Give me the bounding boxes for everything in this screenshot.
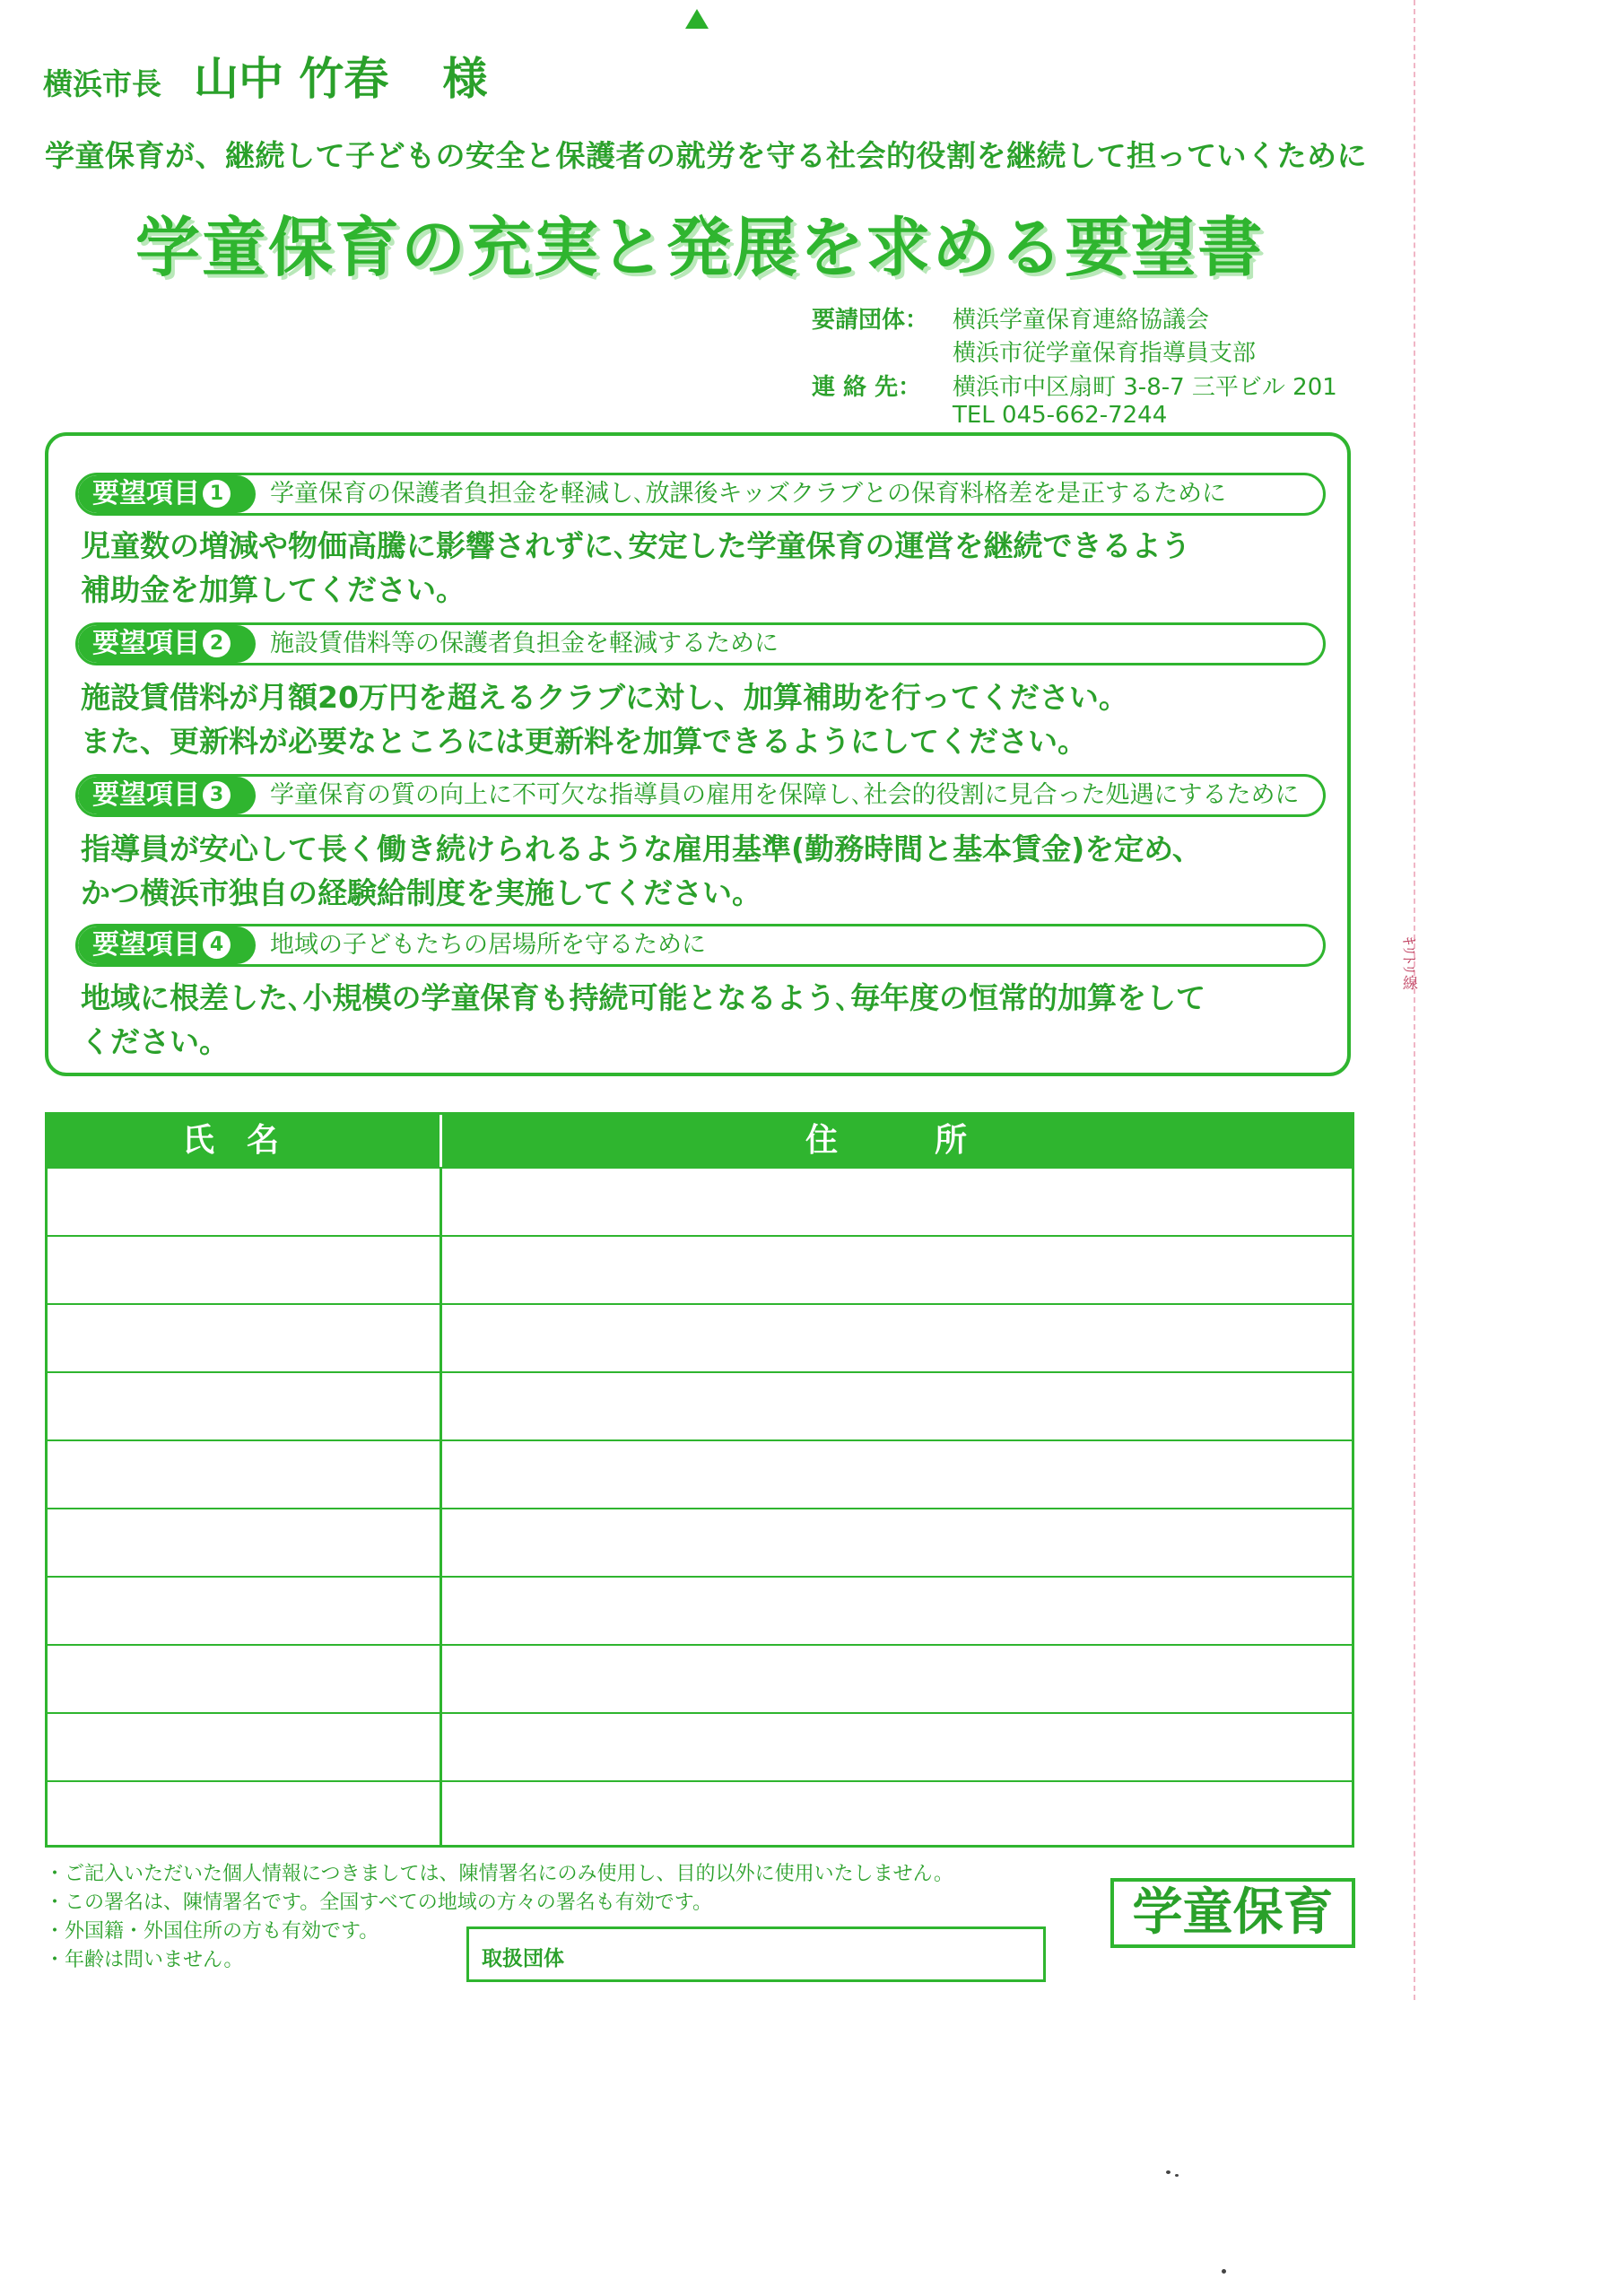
signature-name-cell[interactable]: [48, 1509, 439, 1576]
addressee: [43, 43, 487, 108]
signature-name-cell[interactable]: [48, 1169, 439, 1235]
subtitle: 学童保育が、継続して子どもの安全と保護者の就労を守る社会的役割を継続して担っていくために: [45, 138, 1367, 173]
contact-tel: TEL 045-662-7244: [953, 402, 1168, 429]
signature-row: [48, 1303, 1352, 1371]
column-divider-header: [439, 1115, 442, 1167]
demand-pill-3: 要望項目 3: [78, 777, 256, 814]
contact-address: 横浜市中区扇町 3-8-7 三平ビル 201: [953, 374, 1337, 401]
signature-address-cell[interactable]: [442, 1578, 1352, 1644]
signature-name-cell[interactable]: [48, 1305, 439, 1371]
scan-speck: [1175, 2174, 1179, 2177]
signature-address-cell[interactable]: [442, 1305, 1352, 1371]
demand-header-2: [75, 622, 1326, 665]
signature-row: [48, 1508, 1352, 1576]
handling-organization-field[interactable]: [466, 1926, 1046, 1982]
demand-header-1: [75, 473, 1326, 516]
note-4: ・年齢は問いません。: [45, 1949, 244, 1971]
handling-organization-label: 取扱団体: [482, 1947, 564, 1970]
signature-name-cell[interactable]: [48, 1578, 439, 1644]
signature-row: [48, 1712, 1352, 1780]
scan-speck: [1222, 2269, 1226, 2274]
signature-name-cell[interactable]: [48, 1441, 439, 1508]
addressee-role: 横浜市長: [43, 66, 161, 101]
gakudo-hoiku-stamp: 学童保育: [1110, 1878, 1355, 1948]
demand-pill-2: 要望項目 2: [78, 625, 256, 663]
signature-row: [48, 1644, 1352, 1712]
demand-purpose-3: 学童保育の質の向上に不可欠な指導員の雇用を保障し､社会的役割に見合った処遇にするために: [270, 781, 1300, 809]
signature-address-cell[interactable]: [442, 1169, 1352, 1235]
demand-purpose-2: 施設賃借料等の保護者負担金を軽減するために: [270, 630, 779, 657]
signature-name-cell[interactable]: [48, 1782, 439, 1848]
signature-row: [48, 1576, 1352, 1644]
signature-row: [48, 1167, 1352, 1235]
demand-pill-4: 要望項目 4: [78, 926, 256, 964]
signature-row: [48, 1780, 1352, 1848]
note-1: ・ご記入いただいた個人情報につきましては、陳情署名にのみ使用し、目的以外に使用いたしません。: [45, 1863, 953, 1885]
demand-purpose-4: 地域の子どもたちの居場所を守るために: [270, 931, 706, 959]
demand-body-2: 施設賃借料が月額20万円を超えるクラブに対し、加算補助を行ってください。 また、更新料が必要なところには更新料を加算できるようにしてください。: [81, 680, 1128, 759]
addressee-name: 山中 竹春: [194, 53, 389, 105]
signature-address-cell[interactable]: [442, 1714, 1352, 1780]
signature-name-cell[interactable]: [48, 1237, 439, 1303]
cut-line-label: ｷﾘﾄﾘ線: [1399, 937, 1417, 992]
signature-name-cell[interactable]: [48, 1714, 439, 1780]
signature-name-cell[interactable]: [48, 1373, 439, 1439]
page-title: 学童保育の充実と発展を求める要望書: [135, 210, 1264, 285]
signature-address-cell[interactable]: [442, 1237, 1352, 1303]
demand-header-4: [75, 924, 1326, 967]
signature-table: [45, 1112, 1354, 1848]
demand-header-3: [75, 774, 1326, 817]
note-2: ・この署名は、陳情署名です。全国すべての地域の方々の署名も有効です。: [45, 1892, 713, 1914]
contact-label: 連 絡 先：: [812, 374, 922, 401]
signature-address-cell[interactable]: [442, 1373, 1352, 1439]
demand-body-3: 指導員が安心して長く働き続けられるような雇用基準(勤務時間と基本賃金)を定め、 かつ横浜市独自の経験給制度を実施してください。: [81, 831, 1202, 910]
name-column-header: 氏 名: [182, 1122, 280, 1159]
signature-name-cell[interactable]: [48, 1646, 439, 1712]
scan-speck: [1166, 2170, 1171, 2174]
note-3: ・外国籍・外国住所の方も有効です。: [45, 1920, 379, 1943]
requesting-org-name-1: 横浜学童保育連絡協議会: [953, 307, 1210, 334]
signature-address-cell[interactable]: [442, 1509, 1352, 1576]
signature-table-header: [48, 1115, 1352, 1167]
signature-address-cell[interactable]: [442, 1646, 1352, 1712]
cut-line: [1414, 0, 1415, 2000]
address-column-header: 住 所: [805, 1122, 968, 1159]
demand-purpose-1: 学童保育の保護者負担金を軽減し､放課後キッズクラブとの保育料格差を是正するために: [270, 480, 1226, 508]
demand-body-4: 地域に根差した､小規模の学童保育も持続可能となるよう､毎年度の恒常的加算をして ください。: [81, 980, 1205, 1059]
fold-arrow-icon: [685, 9, 709, 29]
signature-address-cell[interactable]: [442, 1782, 1352, 1848]
signature-row: [48, 1235, 1352, 1303]
signature-row: [48, 1439, 1352, 1508]
signature-row: [48, 1371, 1352, 1439]
demand-body-1: 児童数の増減や物価高騰に影響されずに､安定した学童保育の運営を継続できるよう 補助金を加算してください。: [81, 528, 1191, 607]
demand-pill-1: 要望項目 1: [78, 475, 256, 513]
requesting-org-label: 要請団体：: [812, 307, 929, 334]
addressee-honorific: 様: [442, 53, 488, 105]
signature-address-cell[interactable]: [442, 1441, 1352, 1508]
requesting-org-name-2: 横浜市従学童保育指導員支部: [953, 340, 1257, 367]
